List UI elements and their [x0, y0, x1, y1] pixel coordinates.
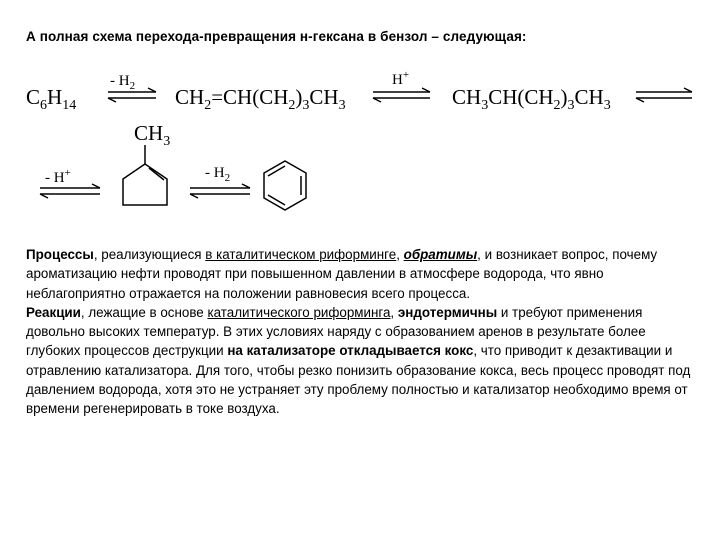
reaction-scheme — [0, 60, 720, 230]
body-text — [26, 245, 698, 419]
arrow1-label: - $H_2$ — [110, 73, 136, 92]
methylcyclopentene-structure — [123, 145, 167, 205]
equilibrium-arrow-3 — [636, 88, 692, 102]
arrow2-label: H+ — [392, 69, 410, 88]
benzene-structure — [264, 161, 306, 210]
equilibrium-arrow-2 — [373, 88, 430, 102]
paragraph-processes: Процессы, реализующиеся в каталитическом риформинге, обратимы, и возникает вопрос, почему ароматизацию нефти проводят при повышенном давлении в атмосфере водорода, что явно неблагоприятно отражается на положении равновесия всего процесса. — [26, 247, 658, 301]
equilibrium-arrow-5 — [190, 184, 250, 198]
hexene-formula: $CH_2=CH(CH_2)_3CH_3$ — [175, 85, 346, 113]
page-title: А полная схема перехода-превращения н-гексана в бензол – следующая: — [26, 29, 527, 44]
paragraph-reactions: Реакции, лежащие в основе каталитического риформинга, эндотермичны и требуют применения довольно высоких температур. В этих условиях наряду с образованием аренов в результате более глубоких процессов деструкции на катализаторе откладывается кокс, что приводит к дезактивации и отравлению катализатора. Для того, чтобы резко понизить образование кокса, весь процесс проводят под давлением водорода, хотя это не устраняет эту проблему полностью и катализатор необходимо время от времени регенерировать в токе воздуха. — [26, 304, 691, 417]
isohexane-formula: $CH_3CH(CH_2)_3CH_3$ — [452, 85, 611, 113]
arrow5-label: - $H_2$ — [205, 165, 231, 184]
methyl-group: $CH_3$ — [134, 121, 171, 149]
equilibrium-arrow-4 — [40, 184, 100, 198]
hexane-formula: $C_6H_{14}$ — [26, 85, 77, 113]
arrow4-label: - H+ — [45, 167, 71, 186]
